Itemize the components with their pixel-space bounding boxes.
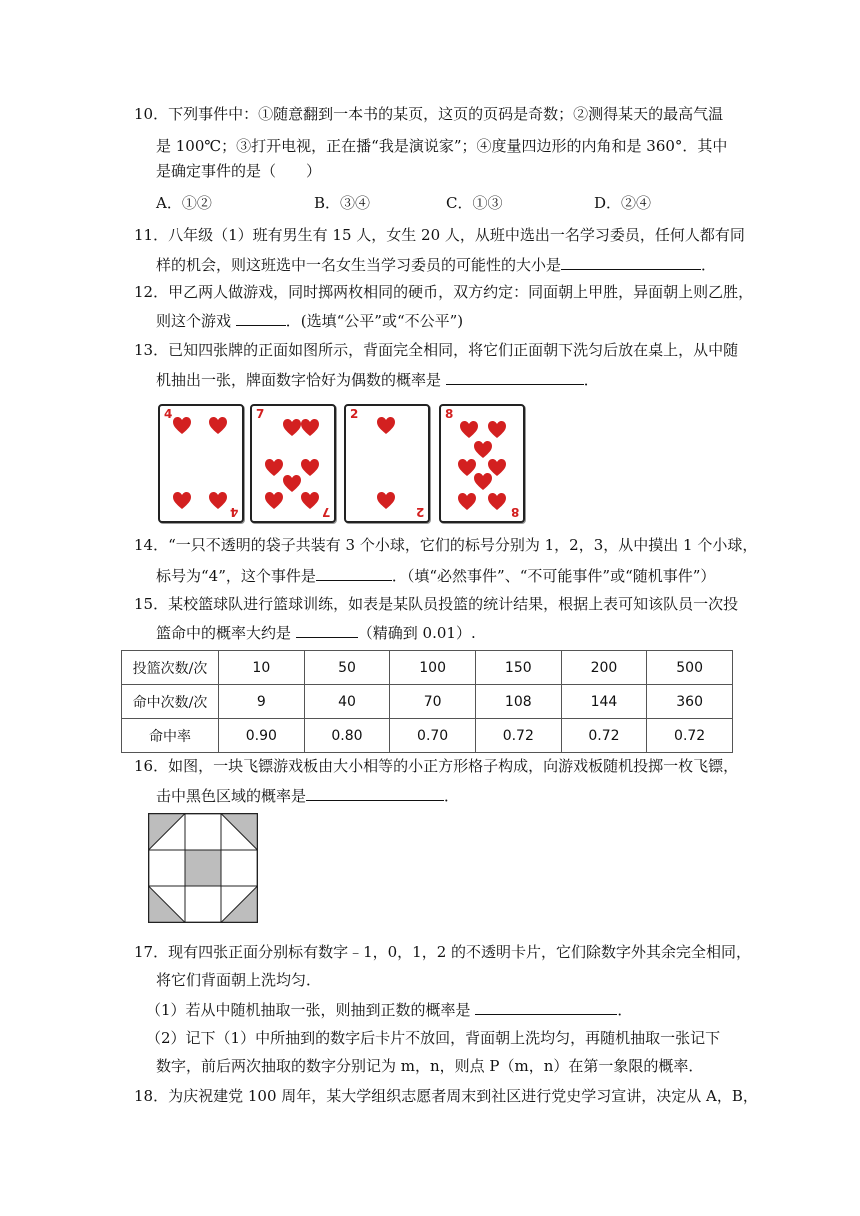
q11-line1: 11．八年级（1）班有男生有 15 人，女生 20 人，从班中选出一名学习委员，任何人都有同 — [134, 226, 745, 244]
answer-blank[interactable] — [236, 310, 286, 326]
heart-icon — [208, 491, 228, 511]
table-cell: 9 — [219, 685, 305, 719]
q16-number: 16． — [134, 757, 169, 775]
heart-icon — [300, 418, 320, 438]
q13-line2: 机抽出一张，牌面数字恰好为偶数的概率是 ． — [156, 371, 599, 389]
row-header: 投篮次数/次 — [122, 651, 219, 685]
q17-sub1: （1）若从中随机抽取一张，则抽到正数的概率是 ． — [146, 1001, 633, 1019]
q15-line1: 15．某校篮球队进行篮球训练，如表是某队员投篮的统计结果，根据上表可知该队员一次投 — [134, 595, 739, 613]
q10-line3: 是确定事件的是（ ） — [156, 162, 322, 180]
q12-line2: 则这个游戏 ．(选填“公平”或“不公平”) — [156, 312, 464, 330]
card-rank: 2 — [350, 407, 359, 421]
table-cell: 150 — [475, 651, 561, 685]
heart-icon — [376, 491, 396, 511]
table-cell: 144 — [561, 685, 647, 719]
playing-card-7-hearts — [250, 404, 336, 523]
q13-number: 13． — [134, 341, 169, 359]
q17-line1: 17．现有四张正面分别标有数字﹣1，0，1，2 的不透明卡片，它们除数字外其余完全相同， — [134, 943, 752, 961]
q15-number: 15． — [134, 595, 169, 613]
q10-option-d: D．②④ — [594, 194, 652, 212]
q10-number: 10． — [134, 105, 169, 123]
heart-icon — [459, 420, 479, 440]
q17-sub2-line1: （2）记下（1）中所抽到的数字后卡片不放回，背面朝上洗均匀，再随机抽取一张记下 — [146, 1029, 721, 1047]
q15-line2: 篮命中的概率大约是 （精确到 0.01）. — [156, 624, 476, 642]
table-cell: 200 — [561, 651, 647, 685]
answer-blank[interactable] — [296, 622, 358, 638]
dartboard-grid-figure — [148, 813, 258, 923]
table-cell: 0.80 — [304, 719, 390, 753]
card-rank: 2 — [415, 505, 424, 519]
heart-icon — [282, 418, 302, 438]
q11-number: 11． — [134, 226, 169, 244]
q14-number: 14． — [134, 536, 169, 554]
q10-line1: 10．下列事件中：①随意翻到一本书的某页，这页的页码是奇数；②测得某天的最高气温 — [134, 105, 724, 123]
heart-icon — [487, 492, 507, 512]
table-cell: 108 — [475, 685, 561, 719]
heart-icon — [282, 474, 302, 494]
q18-line1: 18．为庆祝建党 100 周年，某大学组织志愿者周末到社区进行党史学习宣讲，决定从 A，B， — [134, 1087, 758, 1105]
answer-blank[interactable] — [316, 565, 392, 581]
q13-line1: 13．已知四张牌的正面如图所示，背面完全相同，将它们正面朝下洗匀后放在桌上，从中随 — [134, 341, 739, 359]
playing-card-2-hearts — [344, 404, 430, 523]
q12-number: 12． — [134, 283, 169, 301]
table-cell: 70 — [390, 685, 476, 719]
heart-icon — [457, 492, 477, 512]
table-cell: 0.90 — [219, 719, 305, 753]
table-cell: 360 — [647, 685, 733, 719]
q17-line2: 将它们背面朝上洗均匀． — [156, 971, 322, 989]
card-rank: 8 — [445, 407, 454, 421]
q16-line1: 16．如图，一块飞镖游戏板由大小相等的小正方形格子构成，向游戏板随机投掷一枚飞镖， — [134, 757, 739, 775]
heart-icon — [300, 491, 320, 511]
heart-icon — [264, 458, 284, 478]
table-cell: 0.72 — [647, 719, 733, 753]
card-rank: 7 — [256, 407, 265, 421]
heart-icon — [473, 472, 493, 492]
table-row — [122, 719, 733, 753]
table-row — [122, 651, 733, 685]
q10-option-a: A．①② — [156, 194, 212, 212]
q17-sub2-line2: 数字，前后两次抽取的数字分别记为 m，n，则点 P（m，n）在第一象限的概率． — [156, 1057, 704, 1075]
table-cell: 0.72 — [475, 719, 561, 753]
q18-number: 18． — [134, 1087, 169, 1105]
heart-icon — [208, 416, 228, 436]
shooting-stats-table — [121, 650, 733, 753]
card-rank: 4 — [164, 407, 173, 421]
heart-icon — [376, 416, 396, 436]
heart-icon — [172, 491, 192, 511]
card-rank: 7 — [321, 505, 330, 519]
row-header: 命中次数/次 — [122, 685, 219, 719]
q14-line2: 标号为“4”，这个事件是 ．（填“必然事件”、“不可能事件”或“随机事件”） — [156, 567, 716, 585]
row-header: 命中率 — [122, 719, 219, 753]
playing-card-4-hearts — [158, 404, 244, 523]
q10-option-c: C．①③ — [446, 194, 503, 212]
table-cell: 10 — [219, 651, 305, 685]
table-cell: 500 — [647, 651, 733, 685]
dartboard-grid-svg — [148, 813, 258, 923]
center-shaded-square — [185, 850, 221, 886]
heart-icon — [473, 440, 493, 460]
heart-icon — [172, 416, 192, 436]
table-cell: 0.72 — [561, 719, 647, 753]
q10-option-b: B．③④ — [314, 194, 371, 212]
answer-blank[interactable] — [475, 999, 617, 1015]
answer-blank[interactable] — [306, 785, 444, 801]
table-cell: 40 — [304, 685, 390, 719]
heart-icon — [264, 491, 284, 511]
playing-card-8-hearts — [439, 404, 525, 523]
q12-line1: 12．甲乙两人做游戏，同时掷两枚相同的硬币，双方约定：同面朝上甲胜，异面朝上则乙胜， — [134, 283, 754, 301]
q17-number: 17． — [134, 943, 169, 961]
q10-line2: 是 100℃；③打开电视，正在播“我是演说家”；④度量四边形的内角和是 360°．其中 — [156, 137, 728, 155]
heart-icon — [300, 458, 320, 478]
table-cell: 100 — [390, 651, 476, 685]
heart-icon — [487, 420, 507, 440]
q11-line2: 样的机会，则这班选中一名女生当学习委员的可能性的大小是 ． — [156, 256, 717, 274]
card-rank: 8 — [510, 505, 519, 519]
table-row — [122, 685, 733, 719]
answer-blank[interactable] — [446, 369, 584, 385]
card-rank: 4 — [229, 505, 238, 519]
table-cell: 50 — [304, 651, 390, 685]
table-cell: 0.70 — [390, 719, 476, 753]
q16-line2: 击中黑色区域的概率是 ． — [156, 787, 460, 805]
q14-line1: 14．“一只不透明的袋子共装有 3 个小球，它们的标号分别为 1，2，3，从中摸出 1 个小球， — [134, 536, 758, 554]
answer-blank[interactable] — [561, 254, 701, 270]
